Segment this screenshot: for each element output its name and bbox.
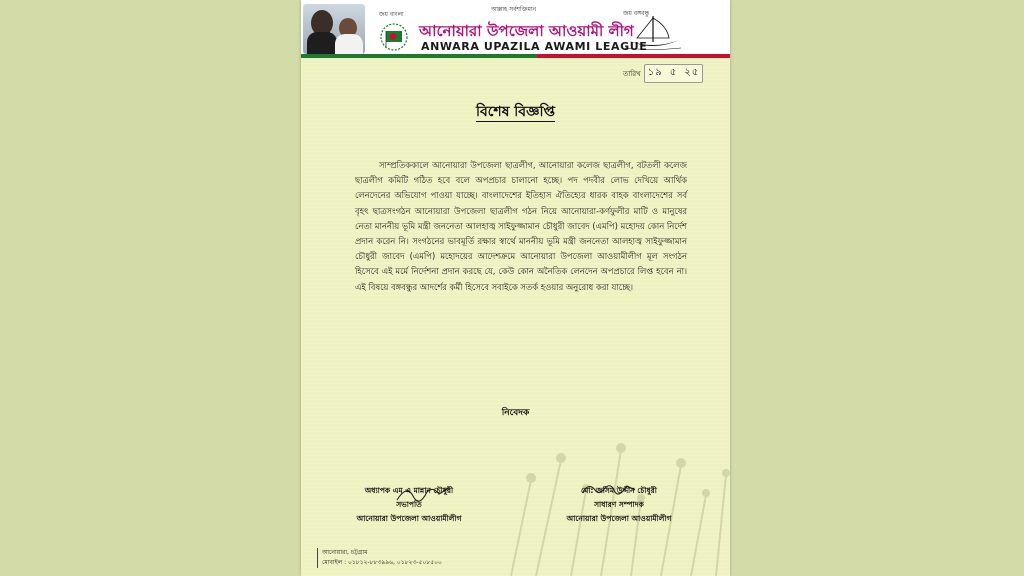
- signatory-org: আনোয়ারা উপজেলা আওয়ামীলীগ: [566, 514, 672, 523]
- signatory-org: আনোয়ারা উপজেলা আওয়ামীলীগ: [356, 514, 462, 523]
- notice-heading-text: বিশেষ বিজ্ঞপ্তি: [475, 104, 555, 120]
- signatory-name: মো: জসিম উদ্দীন চৌধুরী: [581, 486, 657, 495]
- joy-bangla-text: জয় বাংলা: [379, 11, 404, 18]
- boat-symbol-icon: [623, 12, 683, 52]
- signatory-president: [339, 484, 479, 526]
- date-row: [623, 64, 703, 83]
- party-title-bangla: আনোয়ারা উপজেলা আওয়ামী লীগ: [419, 22, 634, 40]
- signatory-title: সাধারণ সম্পাদক: [594, 500, 644, 509]
- signatory-title: সভাপতি: [396, 500, 422, 509]
- date-value: ১৯ ৫ ২৫: [644, 64, 704, 83]
- notice-body: সাম্প্রতিককালে আনোয়ারা উপজেলা ছাত্রলীগ, আনোয়ারা কলেজ ছাত্রলীগ, বটতলী কলেজ ছাত্রলীগ কমিটি গঠিত হবে বলে অপপ্রচার চালানো হচ্ছে। পদ পদবীর লোভ দেখিয়ে আর্থিক লেনদেনের অভিযোগ পাওয়া যাচ্ছে। বাংলাদেশের ইতিহাস ঐতিহ্যের ধারক বাহক বাংলাদেশের সর্ব বৃহৎ ছাত্রসংগঠন আনোয়ারা উপজেলা ছাত্রলীগ গঠন নিয়ে আনোয়ারা-কর্ণফুলীর মাটি ও মানুষের নেতা মাননীয় ভূমি মন্ত্রী জননেতা আলহাজ্ব সাইফুজ্জামান চৌধুরী জাবেদ (এমপি) মহোদয় কোন নির্দেশ প্রদান করেন নি। সংগঠনের ভাবমূর্তি রক্ষার স্বার্থে মাননীয় ভূমি মন্ত্রী জননেতা আলহাজ্ব সাইফুজ্জামান চৌধুরী জাবেদ (এমপি) মহোদয়ের আদেশক্রমে আনোয়ারা উপজেলা আওয়ামীলীগ মূল সংগঠন হিসেবে এই মর্মে নির্দেশনা প্রদান করছে যে, কেউ কোন অনৈতিক লেনদেন অপপ্রচারে লিপ্ত হবেন না। এই বিষয়ে বঙ্গবন্ধুর আদর্শের কর্মী হিসেবে সবাইকে সতর্ক হওয়ার অনুরোধ করা যাচ্ছে।: [355, 160, 687, 292]
- office-address: [317, 548, 442, 568]
- leader-portraits-image: [303, 4, 365, 54]
- notice-heading: [301, 100, 730, 124]
- letterhead: [301, 0, 730, 58]
- closing-word: নিবেদক: [501, 408, 530, 418]
- letterhead-top-line: আল্লাহ সর্বশক্তিমান: [491, 6, 537, 13]
- party-title-english: ANWARA UPAZILA AWAMI LEAGUE: [421, 40, 648, 53]
- phone-line: মোবাইল : ০১৮১২-৮৮৩৯৯৬, ০১৮২৩-৫০৮৫০০: [322, 559, 442, 566]
- letterhead-stripe: [301, 54, 730, 58]
- signatory-name: অধ্যাপক এম এ মান্নান চৌধুরী: [364, 486, 454, 495]
- date-label: তারিখ: [623, 69, 641, 78]
- party-emblem-icon: [377, 22, 411, 52]
- joy-bangabandhu-text: জয় বঙ্গবন্ধু: [623, 10, 650, 17]
- letter-page: [301, 0, 730, 576]
- signatory-general-secretary: [549, 484, 689, 526]
- address-line: আনোয়ারা, চট্টগ্রাম: [322, 549, 368, 556]
